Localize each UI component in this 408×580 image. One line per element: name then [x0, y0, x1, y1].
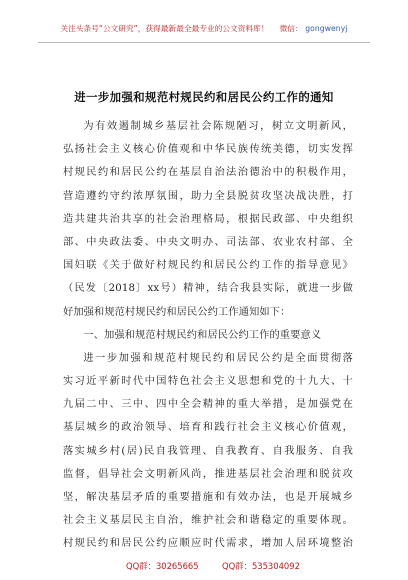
body-line: 坚，解决基层矛盾的重要措施和有效办法，也是开展城乡 [63, 492, 353, 503]
footer-qq-number: 30265665 [155, 561, 199, 571]
body-line: （民发〔2018〕xx号）精神，结合我县实际，就进一步做 [63, 283, 353, 295]
body-line: 村规民约和居民公约应顺应时代需求，增加人居环境整治 [63, 538, 353, 550]
header-banner [0, 24, 408, 34]
body-line: 落实城乡村(居)民自我管理、自我教育、自我服务、自我 [63, 445, 353, 457]
body-line: 九届二中、三中、四中全会精神的重大举措，是加强党在 [63, 399, 353, 411]
header-divider [38, 42, 370, 43]
body-line: 监督，倡导社会文明新风尚，推进基层社会治理和脱贫攻 [63, 468, 353, 480]
document-body [63, 115, 353, 556]
section-heading: 一、加强和规范村规民约和居民公约工作的重要意义 [83, 329, 322, 341]
body-line: 实习近平新时代中国特色社会主义思想和党的十九大、十 [63, 376, 353, 388]
body-line: 进一步加强和规范村规民约和居民公约是全面贯彻落 [83, 352, 353, 364]
header-banner-wechat-id: gongwenyj [305, 24, 348, 33]
footer-qq-group-2 [222, 560, 300, 572]
body-line: 为有效遏制城乡基层社会陈规陋习，树立文明新风， [83, 121, 353, 132]
body-line: 弘扬社会主义核心价值观和中华民族传统美德，切实发挥 [63, 144, 353, 156]
footer-qq-label: QQ群： [126, 561, 156, 571]
header-banner-promo-text: 关注头条号“公文研究”，获得最新最全最专业的公文资料库！ [60, 24, 269, 33]
footer-qq-number: 535304092 [251, 561, 300, 571]
header-banner-wechat-label: 微信： [279, 24, 303, 33]
body-line: 部、中央政法委、中央文明办、司法部、农业农村部、全 [63, 236, 353, 248]
body-line: 国妇联《关于做好村规民约和居民公约工作的指导意见》 [63, 260, 353, 272]
body-line: 营造遵约守约浓厚氛围，助力全县脱贫攻坚决战决胜，打 [63, 190, 353, 202]
footer-qq-label: QQ群： [222, 561, 252, 571]
footer-qq-group-1 [126, 560, 199, 572]
body-line: 好加强和规范村规民约和居民公约工作通知如下： [63, 306, 291, 318]
body-line: 村规民约和居民公约在基层自治法治德治中的积极作用， [63, 167, 353, 179]
body-line: 基层城乡的政治领导、培育和践行社会主义核心价值观， [63, 422, 353, 434]
document-title: 进一步加强和规范村规民约和居民公约工作的通知 [74, 90, 334, 104]
body-line: 造共建共治共享的社会治理格局，根据民政部、中央组织 [63, 213, 353, 225]
body-line: 社会主义基层民主自治，维护社会和谐稳定的重要体现。 [63, 515, 353, 527]
